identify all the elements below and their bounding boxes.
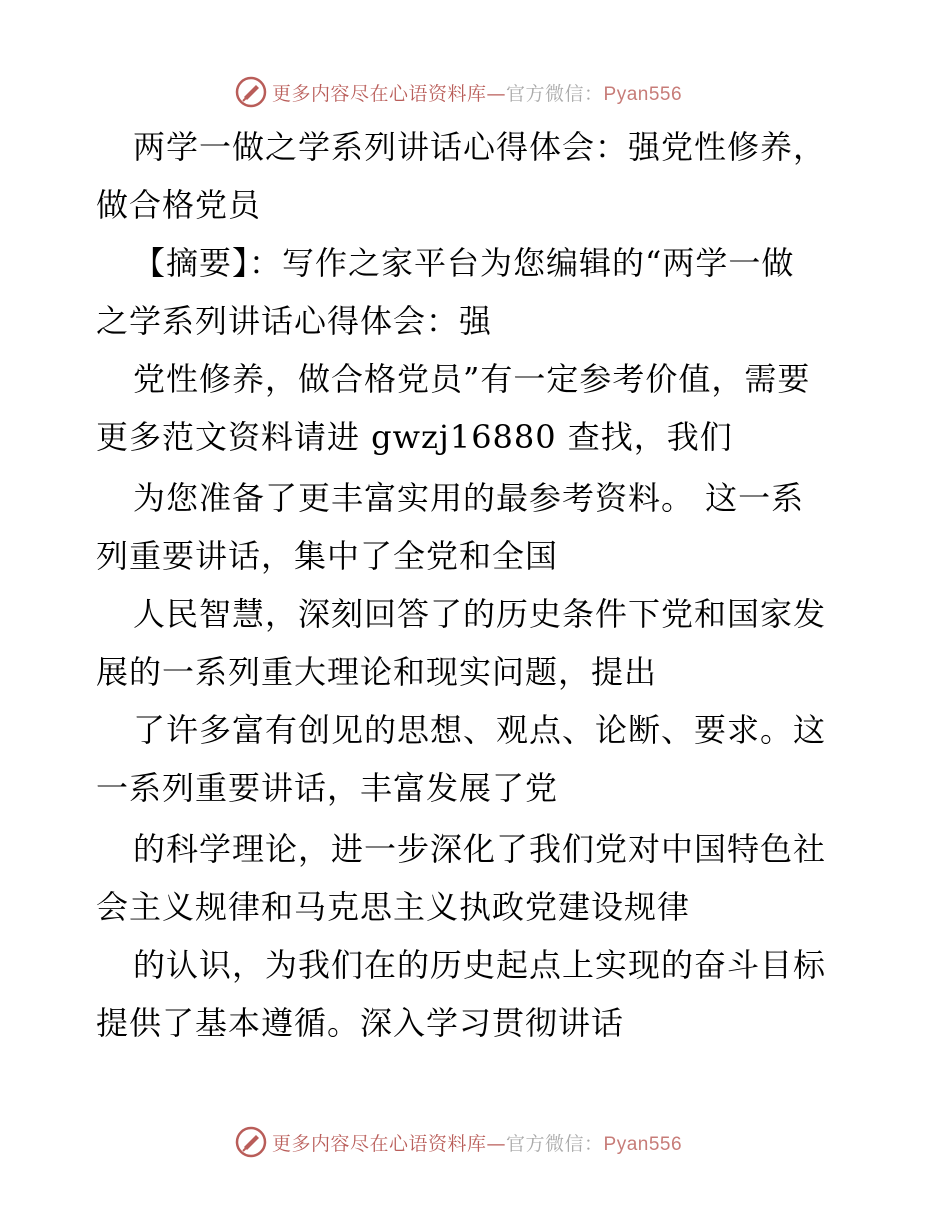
banner-wechat-id: Pyan556 xyxy=(603,1133,683,1155)
doc-line: 的科学理论，进一步深化了我们党对中国特色社 xyxy=(133,830,827,868)
doc-line: 展的一系列重大理论和现实问题，提出 xyxy=(96,653,658,691)
doc-line: 做合格党员 xyxy=(96,186,262,224)
doc-line: 党性修养，做合格党员”有一定参考价值，需要 xyxy=(133,360,811,398)
doc-line: 【摘要】：写作之家平台为您编辑的“两学一做 xyxy=(133,244,795,282)
doc-line: 会主义规律和马克思主义执政党建设规律 xyxy=(96,888,691,926)
banner-main-text: 更多内容尽在心语资料库 xyxy=(272,82,487,105)
banner-separator: — xyxy=(486,82,507,105)
banner-wechat-id: Pyan556 xyxy=(603,83,683,105)
doc-line: 了许多富有创见的思想、观点、论断、要求。这 xyxy=(133,711,827,749)
doc-line: 两学一做之学系列讲话心得体会：强党性修养， xyxy=(133,128,827,166)
footer-watermark-banner xyxy=(0,1122,950,1162)
banner-main-text: 更多内容尽在心语资料库 xyxy=(272,1132,487,1155)
banner-wechat-label: 官方微信： xyxy=(506,1132,604,1155)
doc-line: 为您准备了更丰富实用的最参考资料。 这一系 xyxy=(133,479,805,517)
doc-line: 提供了基本遵循。深入学习贯彻讲话 xyxy=(96,1004,625,1042)
doc-line: 更多范文资料请进 gwzj16880 查找，我们 xyxy=(96,418,733,456)
doc-line: 人民智慧，深刻回答了的历史条件下党和国家发 xyxy=(133,595,827,633)
banner-wechat-label: 官方微信： xyxy=(506,82,604,105)
doc-line: 之学系列讲话心得体会：强 xyxy=(96,302,493,340)
red-circle-pen-logo-icon xyxy=(234,1125,268,1159)
banner-text xyxy=(272,1129,682,1156)
doc-line: 一系列重要讲话，丰富发展了党 xyxy=(96,769,559,807)
doc-line: 列重要讲话，集中了全党和全国 xyxy=(96,537,559,575)
banner-separator: — xyxy=(486,1132,507,1155)
doc-line: 的认识，为我们在的历史起点上实现的奋斗目标 xyxy=(133,946,827,984)
